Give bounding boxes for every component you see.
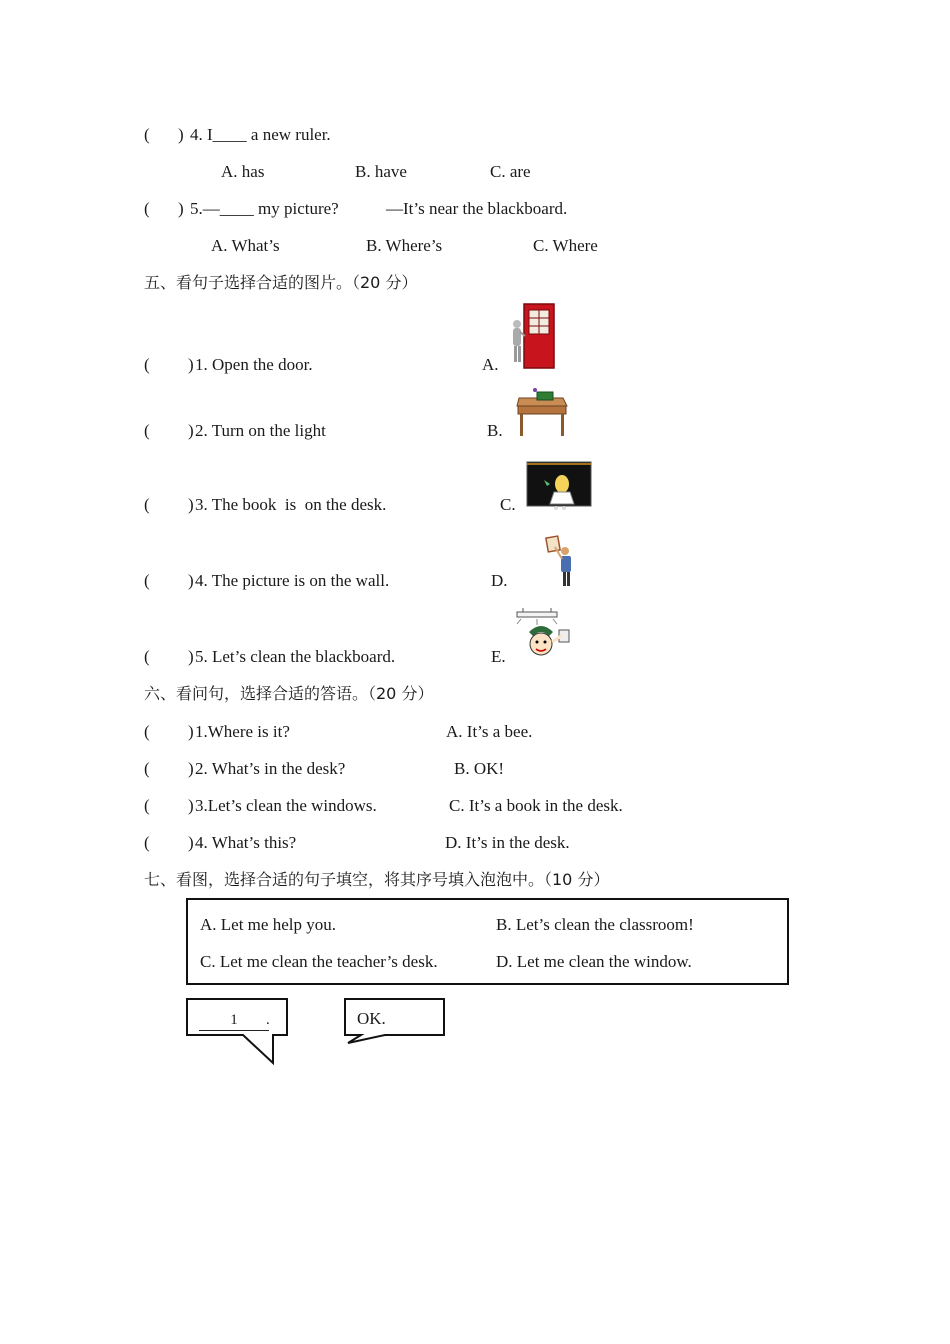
s6-answer-c: C. It’s a book in the desk. [449, 796, 623, 815]
q5-option-b: B. Where’s [366, 236, 443, 255]
s6-item2-question: 2. What’s in the desk? [195, 759, 346, 778]
desk-with-book-icon [515, 386, 569, 438]
q4-option-a: A. has [221, 162, 265, 181]
q5-option-c: C. Where [533, 236, 598, 255]
s6-item1-paren: ( [144, 722, 150, 741]
open-door-icon [508, 302, 558, 372]
q5-paren: ( [144, 199, 150, 218]
s5-item1-paren-close: ) [188, 355, 194, 374]
s7-option-b: B. Let’s clean the classroom! [496, 915, 694, 934]
s5-item2-letter: B. [487, 421, 503, 440]
s6-item2-paren: ( [144, 759, 150, 778]
bubble2-text: OK. [357, 1009, 386, 1028]
s5-item1-text: 1. Open the door. [195, 355, 313, 374]
q4-option-c: C. are [490, 162, 531, 181]
speech-bubble-1 [185, 997, 291, 1067]
s5-item1-letter: A. [482, 355, 499, 374]
s6-item3-question: 3.Let’s clean the windows. [195, 796, 377, 815]
s6-item1-paren-close: ) [188, 722, 194, 741]
s7-option-a: A. Let me help you. [200, 915, 336, 934]
s6-item4-question: 4. What’s this? [195, 833, 297, 852]
q4-option-b: B. have [355, 162, 407, 181]
s5-item2-text: 2. Turn on the light [195, 421, 326, 440]
s5-item4-paren: ( [144, 571, 150, 590]
q5-paren-close: ) [178, 199, 184, 218]
s7-option-c: C. Let me clean the teacher’s desk. [200, 952, 438, 971]
s5-item2-paren-close: ) [188, 421, 194, 440]
s5-item4-text: 4. The picture is on the wall. [195, 571, 390, 590]
q5-answer: —It’s near the blackboard. [386, 199, 568, 218]
s6-item1-question: 1.Where is it? [195, 722, 290, 741]
s5-item4-letter: D. [491, 571, 508, 590]
s5-item5-text: 5. Let’s clean the blackboard. [195, 647, 396, 666]
s6-item4-paren: ( [144, 833, 150, 852]
s5-item4-paren-close: ) [188, 571, 194, 590]
section5-heading: 五、看句子选择合适的图片。（20 分） [144, 273, 418, 292]
section7-heading: 七、看图，选择合适的句子填空，将其序号填入泡泡中。（10 分） [144, 870, 610, 889]
s5-item3-letter: C. [500, 495, 516, 514]
s7-option-d: D. Let me clean the window. [496, 952, 692, 971]
bubble1-number: 1 [230, 1012, 238, 1028]
q5-question: 5.—____ my picture? [190, 199, 339, 218]
s5-item2-paren: ( [144, 421, 150, 440]
bubble1-dot: . [266, 1012, 270, 1028]
s6-item4-paren-close: ) [188, 833, 194, 852]
section6-heading: 六、看问句，选择合适的答语。（20 分） [144, 684, 434, 703]
s6-item2-paren-close: ) [188, 759, 194, 778]
turn-on-light-icon [515, 606, 573, 666]
q4-paren-close: ) [178, 125, 184, 144]
s6-item3-paren: ( [144, 796, 150, 815]
clean-blackboard-icon [526, 460, 592, 512]
s5-item5-paren-close: ) [188, 647, 194, 666]
s5-item5-letter: E. [491, 647, 506, 666]
s6-answer-b: B. OK! [454, 759, 505, 778]
hang-picture-icon [545, 535, 579, 589]
s5-item5-paren: ( [144, 647, 150, 666]
s5-item1-paren: ( [144, 355, 150, 374]
s5-item3-text: 3. The book is on the desk. [195, 495, 387, 514]
s5-item3-paren-close: ) [188, 495, 194, 514]
s6-answer-a: A. It’s a bee. [446, 722, 533, 741]
q4-question: 4. I____ a new ruler. [190, 125, 331, 144]
s5-item3-paren: ( [144, 495, 150, 514]
s6-item3-paren-close: ) [188, 796, 194, 815]
s6-answer-d: D. It’s in the desk. [445, 833, 570, 852]
q5-option-a: A. What’s [211, 236, 280, 255]
bubble1-blank[interactable] [199, 1010, 269, 1031]
q4-paren: ( [144, 125, 150, 144]
